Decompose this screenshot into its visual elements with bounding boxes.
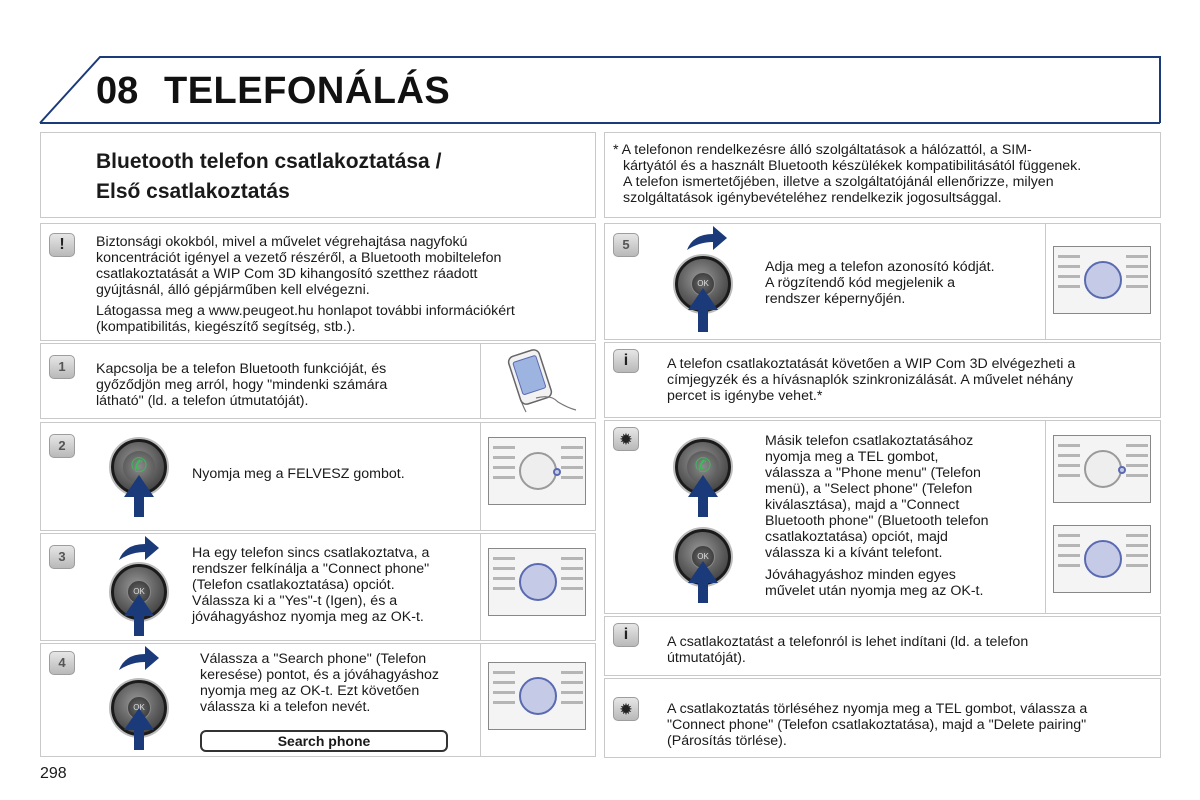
warning-line: gyújtásnál, álló gépjárműben kell elvégezni.: [96, 282, 370, 298]
panel-divider: [480, 644, 481, 756]
step-text: Válassza ki a "Yes"-t (Igen), és a: [192, 593, 398, 609]
step-text: válassza ki a telefon nevét.: [200, 699, 371, 715]
chapter-number: 08: [96, 70, 139, 112]
info-box-2: [604, 616, 1161, 676]
step-1-badge: 1: [49, 355, 75, 379]
tip-box-1: [604, 420, 1161, 614]
lightbulb-icon: ✹: [613, 697, 639, 721]
tip-line: menü), a "Select phone" (Telefon: [765, 481, 973, 497]
press-arrow-head: [124, 594, 154, 616]
tip-line: válassza ki a kívánt telefont.: [765, 545, 943, 561]
rotate-arrow-icon: [115, 644, 161, 674]
tip-line: Jóváhagyáshoz minden egyes: [765, 567, 956, 583]
panel-divider: [480, 344, 481, 418]
step-3-box: [40, 533, 596, 641]
tip-line: csatlakoztatása) opciót, majd: [765, 529, 948, 545]
press-arrow-head: [688, 475, 718, 497]
console-diagram: [488, 548, 586, 616]
press-arrow-head: [124, 708, 154, 730]
step-text: Adja meg a telefon azonosító kódját.: [765, 259, 995, 275]
phone-icon: ✆: [687, 451, 719, 483]
rotate-arrow-icon: [115, 534, 161, 564]
ok-icon: OK: [127, 580, 151, 604]
footnote-line: * A telefonon rendelkezésre álló szolgáltatások a hálózattól, a SIM-: [613, 142, 1032, 158]
section-title-line2: Első csatlakoztatás: [96, 180, 290, 203]
search-phone-button[interactable]: Search phone: [200, 730, 448, 752]
tip-line: válassza a "Phone menu" (Telefon: [765, 465, 981, 481]
step-text: nyomja meg az OK-t. Ezt követően: [200, 683, 420, 699]
info-line: útmutatóját).: [667, 650, 746, 666]
console-diagram: [1053, 525, 1151, 593]
step-text: A rögzítendő kód megjelenik a: [765, 275, 956, 291]
info-line: A csatlakoztatást a telefonról is lehet indítani (ld. a telefon: [667, 634, 1029, 650]
section-title-line1: Bluetooth telefon csatlakoztatása /: [96, 150, 442, 173]
info-box-1: [604, 342, 1161, 418]
rotate-arrow-icon: [683, 224, 729, 254]
footnote-line: szolgáltatások igénybevételéhez rendelkezik jogosultsággal.: [623, 190, 1002, 206]
tip-line: A csatlakoztatás törléséhez nyomja meg a TEL gombot, válassza a: [667, 701, 1088, 717]
footnote-line: A telefon ismertetőjében, illetve a szolgáltatójánál ellenőrizze, milyen: [623, 174, 1054, 190]
info-icon: i: [613, 623, 639, 647]
step-text: Kapcsolja be a telefon Bluetooth funkcióját, és: [96, 361, 387, 377]
panel-divider: [1045, 421, 1046, 613]
step-text: Válassza a "Search phone" (Telefon: [200, 651, 427, 667]
step-text: rendszer felkínálja a "Connect phone": [192, 561, 430, 577]
step-1-box: [40, 343, 596, 419]
tip-line: Bluetooth phone" (Bluetooth telefon: [765, 513, 989, 529]
step-4-box: [40, 643, 596, 757]
press-arrow-head: [688, 288, 718, 310]
step-text: (Telefon csatlakoztatása) opciót.: [192, 577, 395, 593]
tip-line: művelet után nyomja meg az OK-t.: [765, 583, 984, 599]
panel-divider: [1045, 224, 1046, 339]
section-title-box: [40, 132, 596, 218]
press-arrow-head: [688, 561, 718, 583]
step-text: keresése) pontot, és a jóváhagyáshoz: [200, 667, 439, 683]
step-text: Ha egy telefon sincs csatlakoztatva, a: [192, 545, 430, 561]
phone-icon: ✆: [123, 451, 155, 483]
warning-line: Biztonsági okokból, mivel a művelet végrehajtása nagyfokú: [96, 234, 468, 250]
info-line: percet is igénybe vehet.*: [667, 388, 823, 404]
ok-icon: OK: [691, 272, 715, 296]
page-number: 298: [40, 765, 67, 782]
step-text: Nyomja meg a FELVESZ gombot.: [192, 466, 405, 482]
press-arrow-head: [124, 475, 154, 497]
step-text: jóváhagyáshoz nyomja meg az OK-t.: [192, 609, 424, 625]
info-line: címjegyzék és a hívásnaplók szinkronizálását. A művelet néhány: [667, 372, 1074, 388]
console-diagram: [488, 437, 586, 505]
lightbulb-icon: ✹: [613, 427, 639, 451]
tip-line: (Párosítás törlése).: [667, 733, 787, 749]
step-5-badge: 5: [613, 233, 639, 257]
footnote-line: kártyától és a használt Bluetooth készülékek kompatibilitásától függenek.: [623, 158, 1082, 174]
info-icon: i: [613, 349, 639, 373]
tip-box-2: [604, 678, 1161, 758]
console-diagram: [488, 662, 586, 730]
step-3-badge: 3: [49, 545, 75, 569]
tip-line: Másik telefon csatlakoztatásához: [765, 433, 974, 449]
warning-line: koncentrációt igényel a vezető részéről, a Bluetooth mobiltelefon: [96, 250, 502, 266]
warning-box: [40, 223, 596, 341]
tip-line: "Connect phone" (Telefon csatlakoztatása), majd a "Delete pairing": [667, 717, 1087, 733]
tip-line: nyomja meg a TEL gombot,: [765, 449, 939, 465]
ok-icon: OK: [691, 545, 715, 569]
step-2-badge: 2: [49, 434, 75, 458]
phone-hand-icon: [496, 348, 586, 416]
warning-line: (kompatibilitás, kiegészítő segítség, stb.).: [96, 319, 356, 335]
step-text: rendszer képernyőjén.: [765, 291, 906, 307]
warning-line: csatlakoztatását a WIP Com 3D kihangosító szetthez ráadott: [96, 266, 478, 282]
console-diagram: [1053, 246, 1151, 314]
panel-divider: [480, 423, 481, 530]
step-text: győződjön meg arról, hogy "mindenki számára: [96, 377, 388, 393]
step-text: látható" (ld. a telefon útmutatóját).: [96, 393, 309, 409]
footnote-box: [604, 132, 1161, 218]
step-4-badge: 4: [49, 651, 75, 675]
ok-icon: OK: [127, 696, 151, 720]
warning-icon: !: [49, 233, 75, 257]
step-2-box: [40, 422, 596, 531]
panel-divider: [480, 534, 481, 640]
step-5-box: [604, 223, 1161, 340]
tip-line: kiválasztása), majd a "Connect: [765, 497, 960, 513]
console-diagram: [1053, 435, 1151, 503]
info-line: A telefon csatlakoztatását követően a WIP Com 3D elvégezheti a: [667, 356, 1076, 372]
chapter-title: TELEFONÁLÁS: [164, 70, 451, 112]
warning-line: Látogassa meg a www.peugeot.hu honlapot további információkért: [96, 303, 515, 319]
